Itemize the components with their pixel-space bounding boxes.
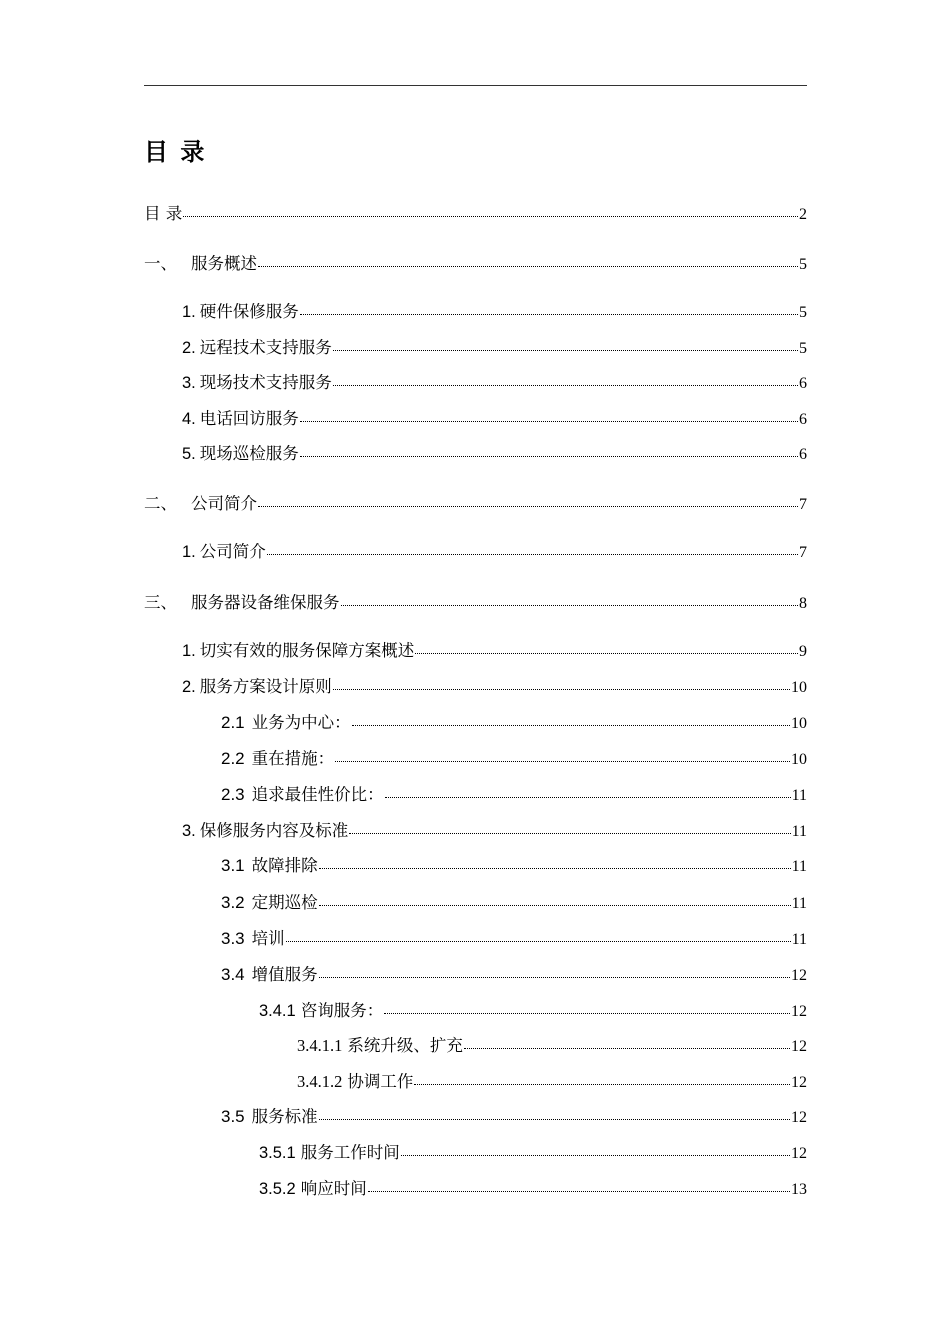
toc-leader	[258, 506, 798, 507]
toc-page-number: 12	[791, 967, 807, 984]
toc-entry-number: 二、	[144, 494, 177, 513]
toc-leader	[267, 554, 798, 555]
toc-page-number: 12	[791, 1109, 807, 1126]
toc-entry-label: 业务为中心：	[251, 713, 351, 732]
toc-leader	[415, 653, 798, 654]
toc-entry-number: 4.	[182, 410, 196, 428]
toc-entry-label: 培训	[251, 929, 285, 948]
toc-entry[interactable]	[182, 538, 807, 560]
toc-leader	[401, 1155, 790, 1156]
toc-leader	[183, 216, 798, 217]
toc-entry[interactable]	[259, 997, 807, 1019]
toc-entry-label: 服务器设备维保服务	[191, 593, 340, 612]
toc-leader	[300, 314, 798, 315]
toc-entry[interactable]	[297, 1032, 807, 1054]
toc-leader	[464, 1048, 790, 1049]
toc-entry-number: 三、	[144, 593, 177, 612]
toc-entry[interactable]	[221, 852, 807, 874]
toc-page-number: 12	[791, 1145, 807, 1162]
toc-page-number: 12	[791, 1074, 807, 1091]
toc-page-number: 13	[791, 1181, 807, 1198]
toc-entry-number: 3.5	[221, 1107, 245, 1126]
toc-entry[interactable]	[297, 1068, 807, 1090]
toc-entry[interactable]	[259, 1139, 807, 1161]
toc-page-number: 11	[791, 787, 807, 804]
toc-entry-label: 服务工作时间	[300, 1143, 400, 1162]
toc-leader	[300, 456, 798, 457]
toc-entry-label: 保修服务内容及标准	[199, 821, 349, 840]
toc-entry[interactable]	[182, 334, 807, 356]
toc-leader	[385, 797, 791, 798]
toc-entry-label: 重在措施：	[251, 749, 335, 768]
toc-entry-label: 硬件保修服务	[199, 302, 299, 321]
toc-entry[interactable]	[182, 673, 807, 695]
toc-entry-number: 3.3	[221, 929, 245, 948]
toc-leader	[352, 725, 790, 726]
toc-entry-label: 协调工作	[347, 1072, 414, 1091]
toc-leader	[319, 1119, 790, 1120]
toc-entry-number: 2.3	[221, 785, 245, 804]
toc-entry[interactable]	[221, 1103, 807, 1125]
toc-entry-number: 5.	[182, 445, 196, 463]
toc-entry-label: 目 录	[144, 204, 183, 223]
toc-entry-label: 定期巡检	[251, 893, 318, 912]
toc-entry-label: 追求最佳性价比：	[251, 785, 384, 804]
toc-entry-label: 咨询服务：	[300, 1001, 384, 1020]
toc-entry-number: 1.	[182, 642, 196, 660]
toc-entry-number: 一、	[144, 254, 177, 273]
toc-page-number: 2	[799, 206, 807, 223]
toc-page-number: 11	[791, 931, 807, 948]
toc-entry-number: 3.	[182, 374, 196, 392]
toc-entry[interactable]	[182, 440, 807, 462]
toc-entry-number: 1.	[182, 543, 196, 561]
toc-entry-number: 2.1	[221, 713, 245, 732]
toc-entry-label: 远程技术支持服务	[199, 338, 332, 357]
toc-entry-label: 切实有效的服务保障方案概述	[199, 641, 415, 660]
toc-entry-number: 2.	[182, 678, 196, 696]
toc-entry[interactable]	[182, 405, 807, 427]
toc-leader	[335, 761, 790, 762]
toc-entry[interactable]	[221, 925, 807, 947]
toc-leader	[333, 350, 798, 351]
toc-entry[interactable]	[221, 889, 807, 911]
toc-entry-number: 3.2	[221, 893, 245, 912]
toc-leader	[319, 868, 791, 869]
toc-page-number: 11	[791, 858, 807, 875]
toc-leader	[349, 833, 790, 834]
toc-entry[interactable]	[144, 200, 807, 222]
toc-leader	[414, 1084, 790, 1085]
toc-entry-number: 3.4.1.1	[297, 1036, 343, 1055]
toc-page-number: 10	[791, 679, 807, 696]
toc-entry-label: 公司简介	[199, 542, 266, 561]
toc-page-number: 7	[799, 496, 807, 513]
toc-entry-number: 3.	[182, 822, 196, 840]
toc-entry[interactable]	[221, 961, 807, 983]
toc-entry-label: 现场技术支持服务	[199, 373, 332, 392]
toc-entry-label: 公司简介	[191, 494, 257, 513]
toc-page-number: 6	[799, 375, 807, 392]
toc-entry-number: 3.4.1	[259, 1002, 296, 1020]
toc-entry-number: 1.	[182, 303, 196, 321]
toc-page-number: 12	[791, 1038, 807, 1055]
toc-entry-label: 故障排除	[251, 856, 318, 875]
toc-leader	[319, 977, 790, 978]
toc-entry[interactable]	[182, 369, 807, 391]
toc-page-number: 5	[799, 304, 807, 321]
toc-leader	[258, 266, 798, 267]
toc-entry-number: 3.5.2	[259, 1180, 296, 1198]
toc-entry-label: 响应时间	[300, 1179, 367, 1198]
toc-leader	[319, 905, 791, 906]
toc-entry-number: 3.4.1.2	[297, 1072, 343, 1091]
toc-entry[interactable]	[182, 298, 807, 320]
toc-leader	[368, 1191, 790, 1192]
toc-entry-label: 服务方案设计原则	[199, 677, 332, 696]
toc-leader	[333, 689, 790, 690]
toc-entry[interactable]	[221, 709, 807, 731]
toc-entry-label: 现场巡检服务	[199, 444, 299, 463]
toc-page-number: 11	[791, 823, 807, 840]
toc-page-number: 6	[799, 411, 807, 428]
toc-entry-label: 电话回访服务	[199, 409, 299, 428]
toc-entry-label: 服务标准	[251, 1107, 318, 1126]
toc-entry[interactable]	[182, 817, 807, 839]
toc-page-number: 8	[799, 595, 807, 612]
toc-entry[interactable]	[259, 1175, 807, 1197]
toc-entry[interactable]	[221, 745, 807, 767]
toc-page-number: 5	[799, 256, 807, 273]
toc-entry-number: 3.4	[221, 965, 245, 984]
toc-page-number: 6	[799, 446, 807, 463]
toc-entry-number: 3.5.1	[259, 1144, 296, 1162]
header-rule	[144, 85, 807, 86]
toc-entry[interactable]	[182, 637, 807, 659]
toc-entry[interactable]	[221, 781, 807, 803]
toc-entry[interactable]	[144, 250, 807, 272]
toc-leader	[333, 385, 798, 386]
toc-entry-label: 系统升级、扩充	[347, 1036, 463, 1055]
page-title: 目 录	[144, 138, 207, 166]
toc-leader	[286, 941, 791, 942]
toc-entry-label: 增值服务	[251, 965, 318, 984]
toc-leader	[384, 1013, 790, 1014]
toc-page-number: 7	[799, 544, 807, 561]
toc-entry-number: 2.2	[221, 749, 245, 768]
toc-page-number: 11	[791, 895, 807, 912]
toc-entry-number: 2.	[182, 339, 196, 357]
toc-page-number: 9	[799, 643, 807, 660]
toc-page-number: 5	[799, 340, 807, 357]
toc-page-number: 10	[791, 715, 807, 732]
toc-entry-label: 服务概述	[191, 254, 257, 273]
toc-page-number: 12	[791, 1003, 807, 1020]
toc-leader	[341, 605, 799, 606]
toc-entry[interactable]	[144, 589, 807, 611]
toc-page-number: 10	[791, 751, 807, 768]
toc-entry-number: 3.1	[221, 856, 245, 875]
toc-entry[interactable]	[144, 490, 807, 512]
toc-leader	[300, 421, 798, 422]
